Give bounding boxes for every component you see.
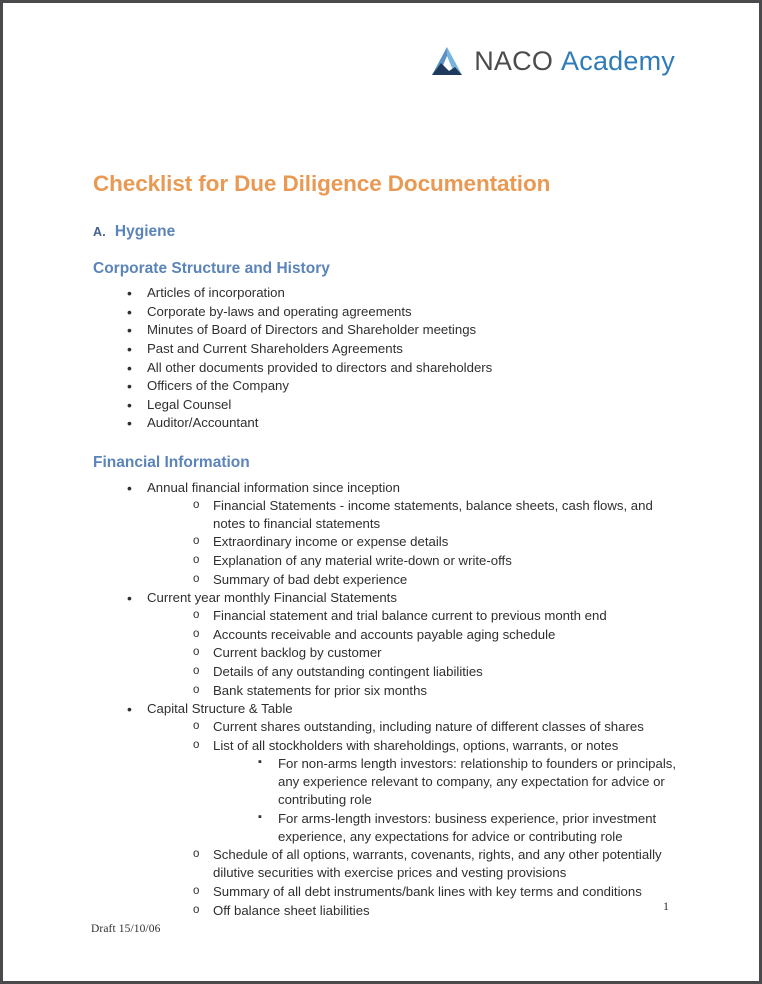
list-item — [125, 396, 683, 414]
list-item — [125, 589, 683, 699]
list-item-text: ▪ For arms-length investors: business experience, prior investment experience, any expectations for advice or contributing role — [278, 810, 657, 844]
part-letter: A. — [93, 224, 106, 239]
list-item-text: • Officers of the Company — [147, 378, 289, 394]
list-item — [125, 340, 683, 358]
section-heading: Financial Information — [93, 454, 250, 472]
list-item — [125, 321, 683, 339]
document-body — [93, 171, 683, 920]
list-item-text: • Articles of incorporation — [147, 285, 285, 301]
list-item — [191, 497, 683, 533]
sections-container — [93, 259, 683, 920]
page-title: Checklist for Due Diligence Documentation — [93, 171, 551, 196]
bullet-list-level-2 — [191, 497, 683, 589]
list-item — [256, 755, 683, 809]
naco-mountain-logo-icon — [429, 45, 465, 77]
page-number: 1 — [663, 899, 669, 913]
list-item — [125, 700, 683, 919]
page-sheet — [3, 3, 759, 981]
list-item — [191, 737, 683, 846]
bullet-list-level-2 — [191, 718, 683, 919]
draft-stamp: Draft 15/10/06 — [91, 923, 161, 935]
bullet-list-level-3 — [256, 755, 683, 846]
part-title: Hygiene — [114, 222, 176, 240]
list-item-text: • Annual financial information since inception — [147, 479, 400, 495]
list-item-text: • Capital Structure & Table — [147, 701, 293, 717]
list-item — [125, 303, 683, 321]
bullet-list-level-1 — [125, 284, 683, 432]
list-item-text: • Minutes of Board of Directors and Shareholder meetings — [147, 322, 477, 338]
list-item-text: o Details of any outstanding contingent liabilities — [213, 664, 483, 680]
list-item — [191, 533, 683, 551]
list-item — [125, 414, 683, 432]
list-item-text: o Current backlog by customer — [213, 645, 382, 661]
list-item-text: • Auditor/Accountant — [147, 415, 259, 431]
list-item-text: o Schedule of all options, warrants, covenants, rights, and any other potentially dilutive securities with exercise prices and vesting provisions — [213, 847, 662, 881]
bullet-list-level-2 — [191, 607, 683, 699]
list-item-text: o Summary of all debt instruments/bank lines with key terms and conditions — [213, 883, 642, 899]
list-item-text: o Current shares outstanding, including nature of different classes of shares — [213, 719, 644, 735]
list-item-text: o Financial statement and trial balance current to previous month end — [213, 608, 607, 624]
list-item — [125, 377, 683, 395]
list-item — [256, 810, 683, 846]
list-item — [191, 663, 683, 681]
brand-academy: Academy — [561, 45, 675, 76]
list-item-text: ▪ For non-arms length investors: relationship to founders or principals, any experience relevant to company, any expectation for advice or contributing role — [278, 755, 677, 808]
list-item — [191, 846, 683, 882]
list-item-text: • Current year monthly Financial Statements — [147, 590, 397, 606]
list-item — [125, 284, 683, 302]
list-item-text: • Corporate by-laws and operating agreements — [147, 303, 412, 319]
list-item — [191, 607, 683, 625]
list-item-text: o Extraordinary income or expense details — [213, 534, 449, 550]
list-item — [191, 552, 683, 570]
list-item-text: o Accounts receivable and accounts payable aging schedule — [213, 626, 556, 642]
list-item — [191, 902, 683, 920]
section-heading: Corporate Structure and History — [93, 259, 330, 277]
list-item-text: o Bank statements for prior six months — [213, 682, 428, 698]
brand-wordmark — [474, 45, 675, 76]
list-item — [125, 359, 683, 377]
list-item — [191, 718, 683, 736]
list-item-text: o Off balance sheet liabilities — [213, 902, 370, 918]
list-item-text: • Legal Counsel — [147, 396, 232, 412]
naco-academy-logo — [429, 45, 675, 77]
list-item — [191, 883, 683, 901]
list-item-text: o Summary of bad debt experience — [213, 571, 408, 587]
bullet-list-level-1 — [125, 479, 683, 920]
list-item — [191, 626, 683, 644]
list-item-text: • Past and Current Shareholders Agreements — [147, 340, 403, 356]
brand-naco: NACO — [474, 45, 554, 76]
section — [93, 259, 683, 433]
section — [93, 453, 683, 919]
list-item — [191, 571, 683, 589]
list-item-text: o List of all stockholders with shareholdings, options, warrants, or notes — [213, 737, 619, 753]
list-item — [125, 479, 683, 589]
list-item-text: o Financial Statements - income statements, balance sheets, cash flows, and notes to financial statements — [213, 497, 653, 531]
list-item — [191, 682, 683, 700]
list-item — [191, 644, 683, 662]
list-item-text: • All other documents provided to directors and shareholders — [147, 359, 493, 375]
list-item-text: o Explanation of any material write-down or write-offs — [213, 553, 512, 569]
part-heading — [93, 223, 683, 241]
